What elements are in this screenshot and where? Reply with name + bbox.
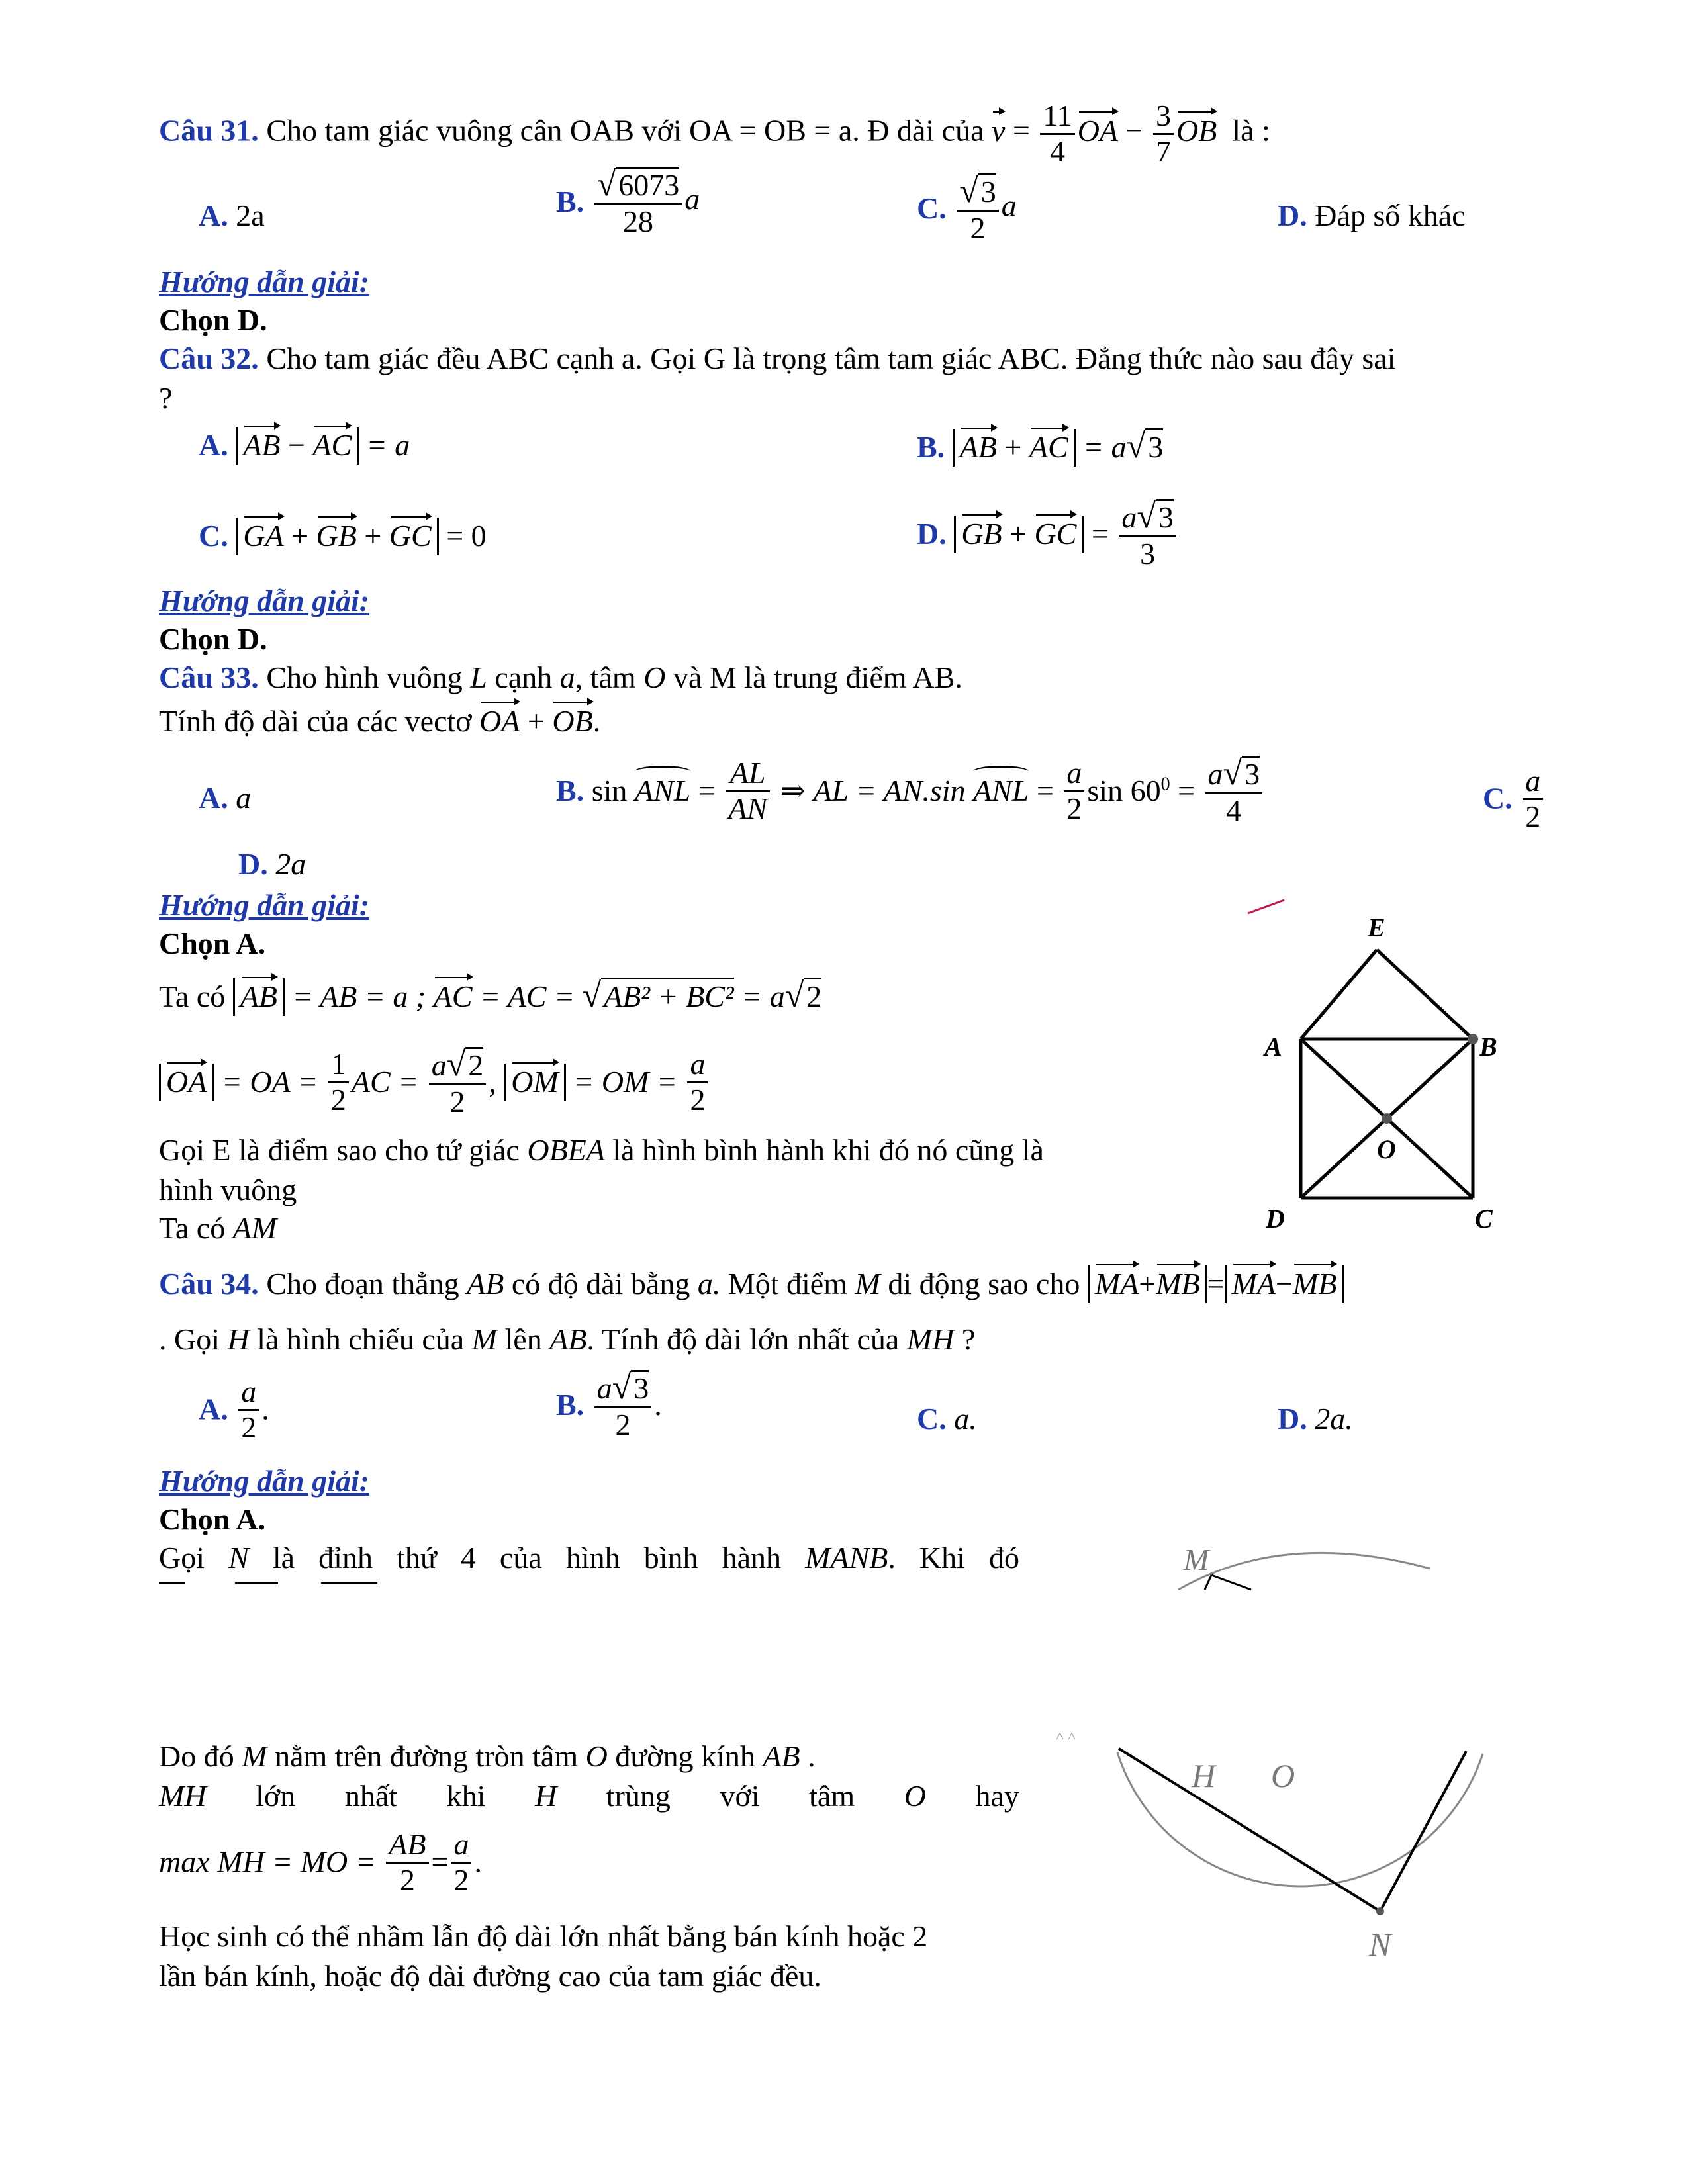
q33-p1: Gọi E là điểm sao cho tứ giác [159, 1133, 520, 1167]
q34-ab2: AB [549, 1322, 587, 1356]
q33-fig-d: D [1266, 1204, 1285, 1234]
q34-fig-o: O [1271, 1757, 1295, 1794]
q31-c-num: √3 [957, 172, 999, 212]
q33-taco: Ta có [159, 979, 226, 1013]
q32-qmark: ? [159, 381, 173, 415]
q32-d-frac [1119, 498, 1176, 571]
q33-label: Câu 33. [159, 660, 259, 694]
q34-s5c: nhất [344, 1779, 398, 1813]
q33-p1b: là hình bình hành khi đó nó cũng là [612, 1133, 1044, 1167]
q34-a-num: a [241, 1375, 257, 1408]
q33-l1-abs [233, 978, 285, 1016]
q33-fig-pt-o [1382, 1113, 1392, 1124]
q34-s5a: MH [159, 1779, 207, 1813]
q31-c-var: a [1001, 188, 1017, 222]
q31-b-frac [594, 165, 682, 239]
q34-fig-pt-n [1376, 1907, 1384, 1915]
q33-l2-comma: , [489, 1064, 496, 1099]
q31-c-frac [957, 172, 999, 246]
q31-f2-den: 7 [1155, 134, 1171, 168]
q32-d-den: 3 [1140, 537, 1156, 571]
q33-c-num: a [1525, 764, 1541, 797]
q34-option-b: B. $\frac{a√3}{2}$ . [556, 1369, 662, 1442]
q34-sol-3 [159, 1779, 1019, 1814]
q33-l1-rad: AB² + BC² [601, 978, 734, 1015]
q32-text: Cho tam giác đều ABC cạnh a. Gọi G là trọng tâm tam giác ABC. Đẳng thức nào sau đây sai [266, 341, 1396, 375]
q32-a-v2: AC [312, 428, 352, 462]
q31-c-den: 2 [970, 211, 986, 246]
q32-c-v1: GA [243, 519, 284, 553]
q33-fig-eb [1377, 950, 1473, 1039]
q31-f2-num: 3 [1153, 99, 1174, 135]
q31-choose: Chọn D. [159, 303, 267, 337]
q33-l2-hden: 2 [690, 1082, 706, 1116]
q33-option-d [238, 847, 306, 882]
q33-l1-v2: AC [433, 979, 473, 1013]
q32-c-v3: GC [389, 519, 432, 553]
q32-c-v2: GB [316, 519, 357, 553]
q32-option-a [199, 427, 410, 465]
q31-f1-num: 11 [1040, 99, 1074, 135]
q33-l2-b: AC = [351, 1064, 419, 1099]
q34-figure-top [1165, 1529, 1443, 1592]
q34-l2b: là hình chiếu của [257, 1322, 465, 1356]
q33-l2-v: OA [166, 1064, 207, 1099]
q33-l2-f [328, 1048, 349, 1116]
q34-n: N [228, 1541, 249, 1574]
q32-c-label: C. [199, 519, 228, 553]
q33-fig-c: C [1475, 1204, 1493, 1234]
q34-vmb1: MB [1156, 1267, 1200, 1300]
q32-d-v2: GC [1034, 516, 1077, 551]
q33-l2-g: $\frac{a√2}{2}$ [429, 1046, 487, 1119]
q34-s6-den: 2 [399, 1862, 415, 1897]
q34-ab3: AB [763, 1739, 800, 1773]
q34-o: O [585, 1739, 608, 1773]
q34-plus: + [1139, 1267, 1156, 1300]
q34-sol-1 [159, 1541, 1019, 1576]
q31-a-label: A. [199, 199, 228, 232]
q34-figtop-line2 [1205, 1575, 1211, 1590]
q32-choose: Chọn D. [159, 622, 267, 656]
q34-s6: max MH = MO = [159, 1844, 376, 1879]
q34-ab: AB [467, 1267, 504, 1300]
q33-b-an: AN [728, 791, 767, 825]
q32-a-rhs: = a [366, 428, 410, 462]
q33-line1b: cạnh [494, 660, 553, 694]
q33-sol-p1 [159, 1133, 1044, 1168]
q34-a-frac [238, 1375, 259, 1444]
q33-b-al: AL [729, 756, 766, 790]
q34-sol-4: max MH = MO = $\frac{AB}{2}$ = $\frac{a}{2}$ . [159, 1827, 482, 1897]
q31-option-a [199, 199, 265, 234]
q33-line2: Tính độ dài của các vectơ [159, 704, 472, 738]
q34-l2a: . Gọi [159, 1322, 220, 1356]
q34-s2: là đỉnh thứ 4 của hình bình hành [272, 1541, 782, 1574]
q31-stem [159, 99, 1270, 168]
q32-c-plus1: + [291, 519, 309, 553]
q31-a-text: 2a [236, 199, 265, 232]
q34-eq: = [1207, 1267, 1225, 1300]
q34-s5f: trùng [606, 1779, 671, 1813]
q34-d-text: 2a. [1315, 1402, 1353, 1435]
q33-b-four: 4 [1226, 794, 1242, 828]
q31-c-rad: 3 [978, 173, 996, 209]
q34-stem-1 [159, 1265, 1344, 1303]
q33-o: O [643, 660, 666, 694]
q31-minus: − [1125, 113, 1143, 148]
q32-d-num-a: a [1121, 500, 1137, 534]
q32-a-label: A. [199, 428, 228, 462]
q33-b-anl2: ANL [973, 773, 1029, 807]
q33-sol-line1: Ta có AB = AB = a ; AC = AC = √AB² + BC² = a√2 [159, 977, 822, 1015]
q32-b-v1: AB [959, 430, 997, 464]
q32-d-v1: GB [961, 516, 1002, 551]
q31-b-label: B. [556, 184, 585, 218]
q34-d-label: D. [1278, 1402, 1307, 1435]
q34-s1: Gọi [159, 1541, 205, 1574]
q33-b-eq3: = [1178, 773, 1196, 807]
q34-stem-2 [159, 1322, 975, 1357]
q33-dot: . [592, 704, 601, 738]
q32-d-label: D. [917, 516, 947, 551]
q31-f1-den: 4 [1050, 134, 1066, 168]
q33-l1-v: AB [240, 979, 277, 1013]
q34-choose: Chọn A. [159, 1502, 266, 1536]
q34-s5b: lớn [256, 1779, 296, 1813]
q31-vec-ob: OB [1176, 113, 1217, 148]
q32-d-rad: 3 [1156, 499, 1174, 535]
q34-fig-h: H [1192, 1757, 1216, 1794]
q34-b-label: B. [556, 1387, 585, 1422]
q31-frac2 [1153, 99, 1174, 168]
q34-s4d: . [808, 1739, 816, 1773]
q32-b-rad: 3 [1145, 428, 1163, 465]
q34-b-rad: 3 [631, 1370, 649, 1406]
q34-fig-nb [1380, 1751, 1466, 1911]
q33-l1-a: = AB = a ; [292, 979, 426, 1013]
q33-b-deg: 0 [1160, 774, 1170, 795]
q33-l1-c: = a [741, 979, 785, 1013]
q33-fig-a: A [1264, 1032, 1282, 1062]
q34-figtop-line1 [1211, 1575, 1251, 1590]
q31-eq: = [1012, 113, 1030, 148]
q34-a-label: A. [199, 1392, 228, 1426]
q33-b-anl: ANL [634, 773, 691, 807]
q33-a-text: a [236, 781, 252, 815]
q34-abs2 [1225, 1265, 1344, 1303]
q32-d-op: + [1009, 516, 1027, 551]
q32-guide: Hướng dẫn giải: [159, 584, 370, 617]
q33-line1c: , tâm [575, 660, 636, 694]
q34-b-frac: $\frac{a√3}{2}$ [594, 1369, 652, 1442]
q33-l2-hnum: a [690, 1047, 706, 1081]
q34-l1c: Một điểm [727, 1267, 848, 1300]
q34-guide: Hướng dẫn giải: [159, 1464, 370, 1498]
q33-b-rad: 3 [1242, 756, 1260, 792]
q33-c-frac [1523, 764, 1543, 833]
q33-plus: + [527, 704, 545, 738]
q33-p3: Ta có [159, 1211, 226, 1245]
q34-manb: MANB [805, 1541, 888, 1574]
q34-vma1: MA [1094, 1267, 1139, 1300]
q33-sol-line2 [159, 1046, 710, 1119]
q34-vma2: MA [1231, 1267, 1276, 1300]
q31-guide: Hướng dẫn giải: [159, 265, 370, 298]
q33-line1d: và M là trung điểm AB. [673, 660, 962, 694]
q34-s6-den2: 2 [453, 1862, 469, 1897]
q33-stem-1 [159, 660, 962, 696]
q33-stem-2 [159, 704, 600, 739]
q32-option-c [199, 518, 487, 555]
q33-b-eq1: = [698, 773, 716, 807]
q33-a: a [559, 660, 575, 694]
q34-h: H [227, 1322, 250, 1356]
q31-label: Câu 31. [159, 113, 259, 148]
q34-fig-dots: ˄ ˄ [1056, 1727, 1076, 1744]
q34-s5e: H [534, 1779, 557, 1813]
q34-l1d: di động sao cho [888, 1267, 1080, 1300]
q34-mh: MH [906, 1322, 955, 1356]
q33-c-den: 2 [1525, 799, 1541, 833]
q34-l1b: có độ dài bằng [511, 1267, 690, 1300]
q33-c-label: C. [1483, 781, 1513, 815]
q32-c-plus2: + [364, 519, 382, 553]
q32-label: Câu 32. [159, 341, 259, 375]
q32-a-v1: AB [243, 428, 281, 462]
q31-end: là : [1232, 113, 1270, 148]
q34-a-den: 2 [241, 1410, 257, 1444]
q34-figure-bottom [1056, 1727, 1496, 1972]
q33-sol-p2: hình vuông [159, 1173, 297, 1206]
q33-l2-a: = OA = [221, 1064, 318, 1099]
q33-l1-b: = AC = [480, 979, 575, 1013]
q33-b-frac2 [1064, 756, 1084, 825]
q34-fig-n: N [1369, 1926, 1391, 1963]
q34-vmb2: MB [1292, 1267, 1337, 1300]
q34-s6-num: AB [389, 1827, 426, 1861]
q31-option-d [1278, 199, 1466, 234]
q34-s3: . Khi đó [888, 1541, 1019, 1574]
q31-b-var: a [684, 181, 700, 216]
q32-d-num: a√3 [1119, 498, 1176, 537]
q33-fig-b: B [1479, 1032, 1497, 1062]
q33-line1a: Cho hình vuông [266, 660, 463, 694]
q34-option-d [1278, 1402, 1353, 1437]
q31-d-label: D. [1278, 199, 1307, 232]
q31-b-den: 28 [622, 205, 653, 239]
q34-label: Câu 34. [159, 1267, 259, 1300]
q31-option-c [917, 172, 1017, 246]
q34-s6-frac1 [386, 1828, 428, 1897]
q34-fig-mn [1119, 1749, 1380, 1911]
q33-sol-p3 [159, 1211, 277, 1246]
q34-s5j: hay [975, 1779, 1019, 1813]
q31-b-num: √6073 [594, 165, 682, 205]
q33-l2-grad: 2 [465, 1047, 483, 1083]
q31-frac1 [1040, 99, 1074, 168]
q33-l: L [470, 660, 487, 694]
q34-clipped-fragment [159, 1579, 384, 1588]
q33-b-imp: ⇒ [780, 773, 806, 807]
q34-s5i: O [904, 1779, 926, 1813]
q33-d-label: D. [238, 847, 268, 881]
q34-m3: M [242, 1739, 267, 1773]
q32-d-eq: = [1091, 516, 1109, 551]
q34-sol-2 [159, 1739, 816, 1774]
q34-sol-6: lần bán kính, hoặc độ dài đường cao của tam giác đều. [159, 1959, 821, 1993]
q33-fig-ea [1301, 950, 1377, 1039]
q33-b-ftwo: 2 [1066, 791, 1082, 825]
q33-option-c [1483, 764, 1546, 833]
q33-choose-text: Chọn A. [159, 927, 266, 960]
q33-guide: Hướng dẫn giải: [159, 888, 370, 922]
q33-b-sin: sin [591, 773, 628, 807]
q34-l2e: ? [961, 1322, 976, 1356]
q31-vec-oa: OA [1077, 113, 1119, 148]
q32-b-v2: AC [1029, 430, 1068, 464]
q34-s5g: với [720, 1779, 760, 1813]
q32-stem [159, 341, 1395, 377]
q33-b-na: a [1207, 757, 1223, 791]
q34-s4: Do đó [159, 1739, 234, 1773]
q33-b-fa: a [1066, 756, 1082, 790]
q32-option-b: B. AB + AC = a√3 [917, 428, 1164, 465]
q33-b-mid: AL = AN.sin [813, 773, 966, 807]
q33-fig-o: O [1377, 1134, 1396, 1164]
q34-c-label: C. [917, 1402, 947, 1435]
q33-l2-abs1 [159, 1064, 214, 1101]
q31-d-text: Đáp số khác [1315, 199, 1466, 232]
q33-b-sin60: sin 60 [1087, 773, 1161, 807]
q32-option-d [917, 498, 1179, 571]
q34-s5d: khi [446, 1779, 486, 1813]
q34-s5h: tâm [809, 1779, 855, 1813]
q31-b-rad: 6073 [616, 167, 679, 203]
q34-option-c [917, 1402, 977, 1437]
q34-s4c: đường kính [615, 1739, 755, 1773]
q32-a-op: − [287, 428, 305, 462]
q33-fig-mark [1248, 900, 1284, 913]
q33-option-a [199, 781, 251, 816]
q31-option-b [556, 165, 700, 239]
q33-fig-e: E [1368, 913, 1385, 942]
q34-l1a: Cho đoạn thẳng [266, 1267, 459, 1300]
q33-l2-gden: 2 [449, 1085, 465, 1119]
q32-a-abs [236, 427, 359, 465]
q33-a-label: A. [199, 781, 228, 815]
q33-l2-c: = OM = [573, 1064, 677, 1099]
q33-vec-oa: OA [479, 704, 520, 738]
q33-l2-gna: a [431, 1048, 447, 1082]
q33-choose [159, 927, 265, 962]
q34-sol-5: Học sinh có thể nhầm lẫn độ dài lớn nhất bằng bán kính hoặc 2 [159, 1919, 928, 1953]
q34-l2d: . Tính độ dài lớn nhất của [586, 1322, 900, 1356]
q32-d-abs [954, 516, 1084, 553]
q33-b-frac3: $\frac{a√3}{4}$ [1205, 754, 1263, 828]
q34-s6-frac2 [451, 1828, 471, 1897]
q33-l2-fden: 2 [330, 1082, 346, 1116]
q34-figtop-arc [1178, 1553, 1430, 1590]
q32-b-label: B. [917, 430, 945, 464]
q34-abs1 [1088, 1265, 1207, 1303]
q34-c-text: a. [954, 1402, 977, 1435]
q34-figtop-m: M [1184, 1543, 1209, 1576]
q33-l1-r2: 2 [804, 978, 821, 1015]
q33-fig-pt-b [1468, 1034, 1478, 1044]
q33-obea: OBEA [527, 1133, 605, 1167]
q32-b-op: + [1004, 430, 1022, 464]
q34-s4b: nằm trên đường tròn tâm [275, 1739, 579, 1773]
q31-v: v [992, 113, 1006, 148]
q34-b-den: 2 [615, 1408, 631, 1442]
q33-l2-abs2 [504, 1064, 566, 1101]
q33-l2-fnum: 1 [328, 1048, 349, 1083]
q33-l2-h [687, 1048, 708, 1116]
q33-b-eq2: = [1036, 773, 1054, 807]
q34-s6-num2: a [453, 1827, 469, 1861]
q33-vec-ob: OB [552, 704, 593, 738]
q33-b-label: B. [556, 773, 585, 807]
q34-a: a. [697, 1267, 721, 1300]
q34-l2c: lên [504, 1322, 542, 1356]
q33-option-b [556, 754, 1265, 828]
q34-m2: M [471, 1322, 497, 1356]
q32-c-abs [236, 518, 438, 555]
q34-b-na: a [596, 1371, 612, 1405]
q33-am: AM [232, 1211, 277, 1245]
q32-b-rhs: = a [1083, 430, 1127, 464]
q31-c-label: C. [917, 191, 947, 225]
q33-b-frac1 [726, 756, 770, 825]
q33-l2-v2: OM [511, 1064, 559, 1099]
q33-figure [1244, 887, 1496, 1238]
q34-m: M [855, 1267, 880, 1300]
q34-minus: − [1276, 1267, 1293, 1300]
q33-d-text: 2a [275, 847, 306, 881]
q32-c-rhs: = 0 [446, 519, 487, 553]
q32-b-abs [953, 429, 1076, 467]
q31-text: Cho tam giác vuông cân OAB với OA = OB = a. Đ dài của [266, 113, 984, 148]
q34-option-a: A. $\frac{a}{2}$ . [199, 1375, 269, 1444]
q34-fig-circle [1117, 1752, 1483, 1886]
